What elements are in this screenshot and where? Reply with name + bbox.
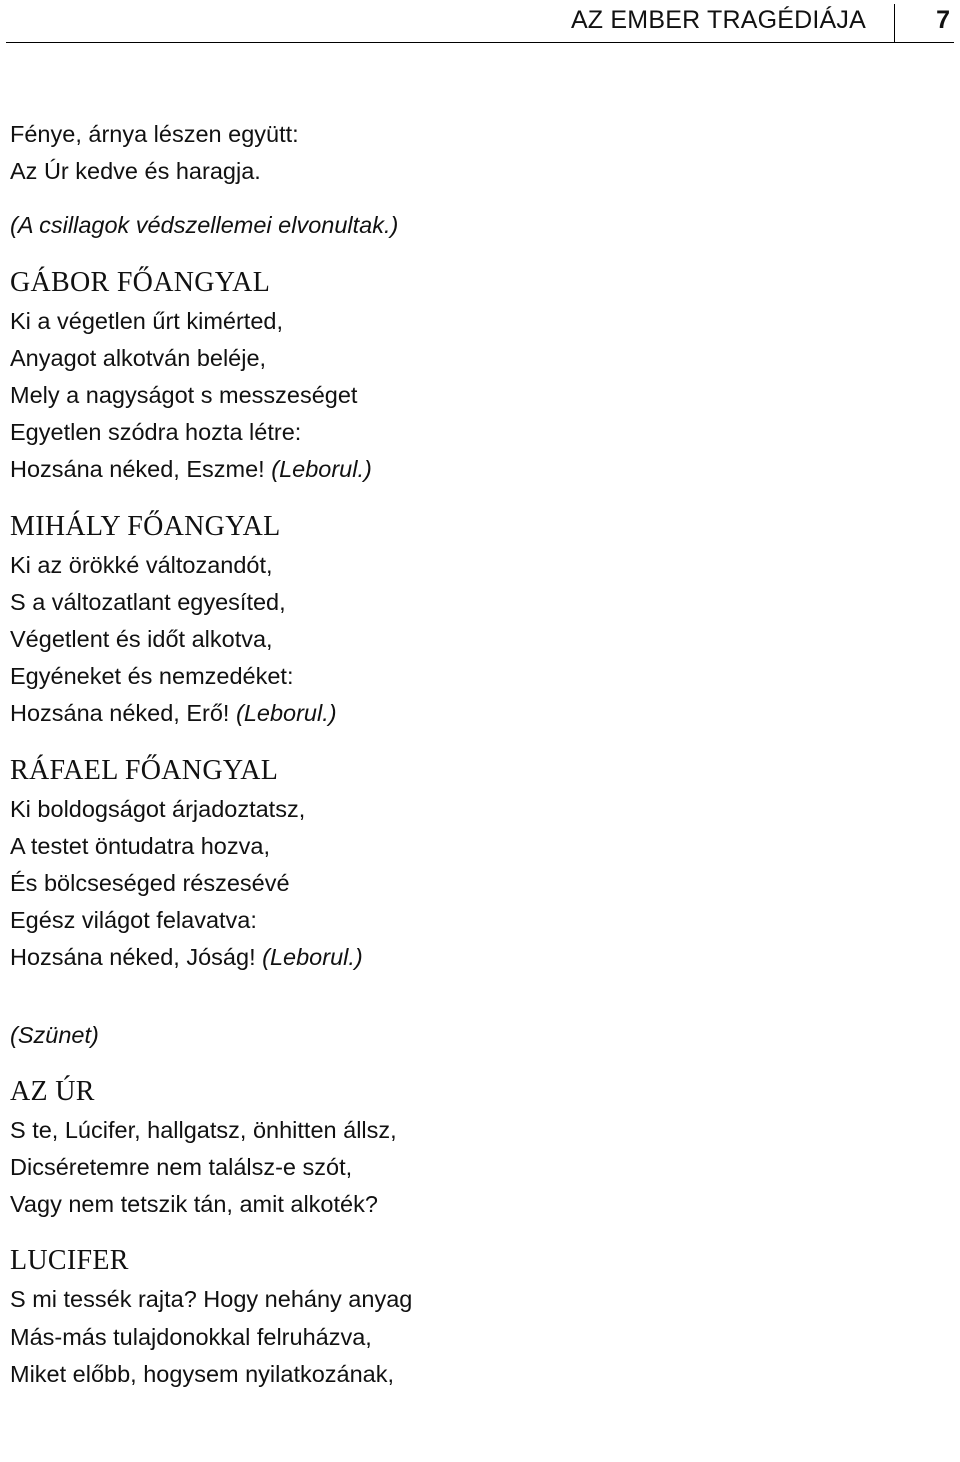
verse-line: Ki az örökké változandót, (10, 551, 273, 578)
verse-line (10, 695, 950, 732)
verse-continuation (10, 116, 950, 190)
speaker-name: LUCIFER (10, 1245, 129, 1277)
verse-line: Mely a nagyságot s messzeséget (10, 382, 358, 409)
verse-line: Végetlent és időt alkotva, (10, 626, 273, 653)
stage-direction-inline: (Leborul.) (236, 700, 337, 727)
speech-rafael (10, 751, 950, 977)
verse-text: Hozsána néked, Jóság! (10, 944, 256, 971)
verse-line: S te, Lúcifer, hallgatsz, önhitten állsz, (10, 1116, 397, 1143)
verse-line: S a változatlant egyesíted, (10, 588, 286, 615)
speech-gabor (10, 263, 950, 489)
verse-text: Hozsána néked, Eszme! (10, 456, 265, 483)
header-separator (894, 4, 895, 42)
verse-line: Vagy nem tetszik tán, amit alkoték? (10, 1191, 378, 1218)
speaker-name: MIHÁLY FŐANGYAL (10, 510, 281, 542)
verse-line (10, 939, 950, 976)
verse-line: S mi tessék rajta? Hogy nehány anyag (10, 1286, 413, 1313)
verse-line: Egész világot felavatva: (10, 907, 257, 934)
speech-ur (10, 1072, 950, 1224)
stage-direction: (Szünet) (10, 1021, 99, 1048)
speech-lucifer (10, 1241, 950, 1393)
stage-direction-inline: (Leborul.) (271, 456, 372, 483)
speaker-name: AZ ÚR (10, 1075, 95, 1107)
verse-line: Fénye, árnya lészen együtt: (10, 121, 299, 147)
verse-text: Hozsána néked, Erő! (10, 700, 230, 727)
speaker-name: GÁBOR FŐANGYAL (10, 266, 271, 298)
verse-line: A testet öntudatra hozva, (10, 832, 270, 859)
stage-direction: (A csillagok védszellemei elvonultak.) (10, 212, 399, 239)
verse-line: Egyetlen szódra hozta létre: (10, 419, 302, 446)
page-header (6, 0, 954, 43)
verse-line: Miket előbb, hogysem nyilatkozának, (10, 1360, 395, 1387)
page-body (10, 116, 950, 1393)
verse-line (10, 451, 950, 488)
speaker-name: RÁFAEL FŐANGYAL (10, 754, 279, 786)
speech-mihaly (10, 507, 950, 733)
verse-line: Ki a végetlen űrt kimérted, (10, 307, 283, 334)
verse-line: Az Úr kedve és haragja. (10, 158, 261, 185)
verse-line: És bölcseséged részesévé (10, 870, 290, 897)
book-title: AZ EMBER TRAGÉDIÁJA (570, 6, 866, 34)
verse-line: Anyagot alkotván beléje, (10, 344, 267, 371)
verse-line: Más-más tulajdonokkal felruházva, (10, 1323, 372, 1350)
stage-direction-inline: (Leborul.) (262, 944, 363, 971)
verse-line: Dicséretemre nem találsz-e szót, (10, 1154, 353, 1181)
page-number: 7 (936, 6, 950, 34)
verse-line: Egyéneket és nemzedéket: (10, 663, 294, 690)
verse-line: Ki boldogságot árjadoztatsz, (10, 795, 306, 822)
